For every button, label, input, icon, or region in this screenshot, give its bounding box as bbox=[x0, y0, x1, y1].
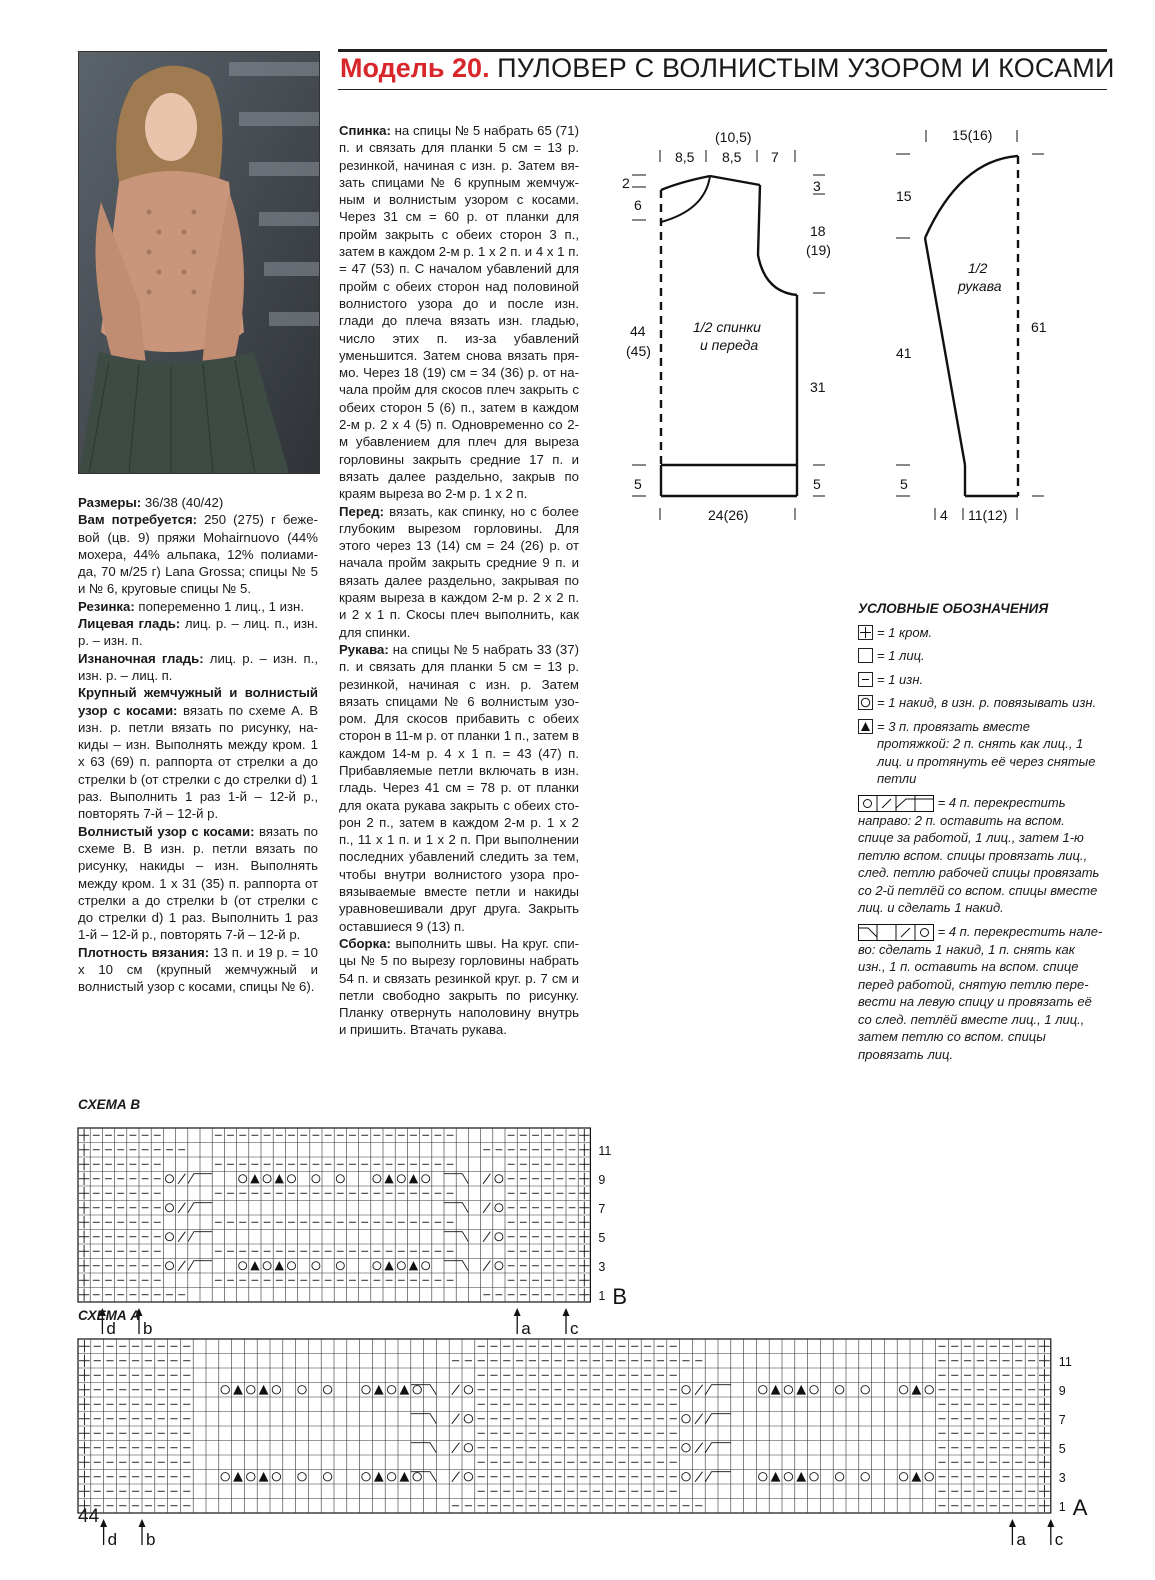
front-paragraph bbox=[339, 503, 579, 641]
legend-cross-right-text: = 4 п. перекрестить направо: 2 п. оставить на вспом. спице за работой, 1 лиц., затем 1-ю петлю вспом. спицы провязать лиц., след. петлю рабочей спицы провязать со 2-й петлёй со вспом. спицы вместе лиц. и сделать 1 накид. bbox=[858, 794, 1100, 916]
stockinette-paragraph bbox=[78, 615, 318, 650]
sleeve-dim-5: 5 bbox=[900, 476, 908, 492]
schema-letter: B bbox=[612, 1284, 628, 1309]
reverse-stockinette-label: Изнаночная гладь: bbox=[78, 650, 204, 666]
dim-w2: 8,5 bbox=[722, 149, 742, 165]
density-text: 13 п. и 19 р. = 10 х 10 см (крупный жемчужный и волнистый узор с косами, спицы № 6). bbox=[78, 944, 319, 995]
model-photo-icon bbox=[79, 52, 319, 473]
dim-bottom: 24(26) bbox=[708, 507, 749, 523]
cross-left-icon bbox=[858, 924, 934, 941]
assembly-text: выполнить швы. На круг. спицы № 5 по вырезу горловины набрать 54 п. и связать резинкой круг. р. 7 см и петли свободно закрыть по рисунку. Планку отвернуть наполовину внутрь и пришить. Втачать рукава. bbox=[339, 935, 579, 1038]
model-photo bbox=[78, 51, 320, 474]
back-text: на спицы № 5 набрать 65 (71) п. и связать для планки 5 см = 13 р. резинкой, начиная с изн. р. Затем вязать спицами № 6 крупным жемчужным и волнистым узором с косами. Через 31 см = 60 р. от планки для пройм закрыть с обеих сторон 3 п., затем в каждом 2-м р. 1 х 2 п. и 4 х 1 п. = 47 (53) п. С началом убавлений для пройм с обеих сторон над половиной волнистого узора до и после изн. глади до плеча вязать изн. гладью, число этих п. из-за убавлений уменьшится. Затем снова вязать прямо. Через 18 (19) см = 34 (36) р. от начала пройм для скосов плеч закрыть с обеих сторон 5 (6) п., затем в каждом 2-м р. 2 х 4 (5) п. Одновременно со 2-м убавлением для плеч для выреза горловины закрыть средние 17 п. и вязать далее раздельно, закрыв по краям выреза во 2-м р. 1 х 2 п. bbox=[339, 123, 579, 502]
legend bbox=[858, 600, 1103, 1063]
wave-pattern-label: Волнистый узор с косами: bbox=[78, 823, 255, 839]
schema-row-number: 7 bbox=[1058, 1412, 1066, 1427]
assembly-paragraph bbox=[339, 935, 579, 1039]
sleeve-paragraph bbox=[339, 641, 579, 935]
assembly-label: Сборка: bbox=[339, 935, 391, 951]
edge-stitch-icon bbox=[858, 625, 873, 640]
schema-row-number: 5 bbox=[598, 1230, 606, 1245]
sleeve-dim-11: 11(12) bbox=[968, 507, 1008, 523]
legend-purl-text: = 1 изн. bbox=[877, 671, 924, 687]
schema-row-number: 7 bbox=[598, 1201, 606, 1216]
column-instructions bbox=[339, 122, 579, 1039]
rib-label: Резинка: bbox=[78, 598, 135, 614]
sizes-label: Размеры: bbox=[78, 495, 142, 510]
dim-right-18: 18 bbox=[810, 223, 826, 239]
schema-arrow-label: b bbox=[143, 1319, 153, 1338]
legend-item-cross-left bbox=[858, 923, 1103, 1064]
materials-label: Вам потребуется: bbox=[78, 512, 198, 528]
pearl-pattern-label: Крупный жемчужный и волнистый узор с косами: bbox=[78, 685, 318, 718]
legend-edge-text: = 1 кром. bbox=[877, 624, 933, 640]
schema-row-number: 1 bbox=[598, 1288, 606, 1303]
schema-letter: A bbox=[1072, 1495, 1088, 1520]
legend-cross-left-text: = 4 п. перекрестить налево: сделать 1 накид, 1 п. снять как изн., 1 п. оставить на вспом. спице перед работой, снятую петлю перевести на левую спицу и провязать её со след. петлёй вместе лиц., 1 лиц., затем петлю со вспом. спицы провязать лиц. bbox=[858, 923, 1103, 1062]
rib-text: попеременно 1 лиц., 1 изн. bbox=[134, 598, 304, 614]
schema-row-number: 1 bbox=[1058, 1499, 1066, 1514]
dim-left-6: 6 bbox=[634, 197, 642, 213]
purl-stitch-icon bbox=[858, 672, 873, 687]
stockinette-text: лиц. р. – лиц. п., изн. р. – изн. п. bbox=[78, 616, 318, 649]
column-materials bbox=[78, 494, 318, 996]
stockinette-label: Лицевая гладь: bbox=[78, 616, 181, 632]
legend-item-cross-right bbox=[858, 794, 1103, 917]
schema-a-title: СХЕМА А bbox=[78, 1308, 141, 1323]
schema-row-number: 9 bbox=[598, 1172, 606, 1187]
schema-b-title: СХЕМА В bbox=[78, 1097, 141, 1112]
pearl-pattern-text: вязать по схеме А. В изн. р. петли вязать по рисунку, накиды – изн. Выполнять между кром. 1 х 63 (69) п. раппорта от стрелки a до стрелки b (от стрелки c до стрелки d) 1 раз. Выполнить 1 раз 1-й – 12-й р., повторять 7-й – 12-й р. bbox=[78, 702, 318, 822]
k3tog-triangle-icon bbox=[858, 719, 873, 734]
sleeve-label-line1: 1/2 bbox=[968, 260, 988, 276]
body-label-line1: 1/2 спинки bbox=[693, 319, 761, 335]
wave-pattern-text: вязать по схеме В. В изн. р. петли вязать по рисунку, накиды – изн. Выполнять между кром. 1 х 31 (35) п. раппорта от стрелки a до стрелки b (от стрелки c до стрелки d) 1 раз. Выполнить 1 раз 1-й – 12-й р., повторять 7-й – 12-й р. bbox=[78, 823, 318, 943]
dim-right-19: (19) bbox=[806, 242, 831, 258]
yarn-over-icon bbox=[858, 695, 873, 710]
legend-knit-text: = 1 лиц. bbox=[877, 648, 925, 663]
sleeve-dim-top: 15(16) bbox=[952, 127, 993, 143]
pearl-pattern-paragraph bbox=[78, 684, 318, 822]
schema-row-number: 5 bbox=[1058, 1441, 1066, 1456]
page-number: 44 bbox=[78, 1506, 100, 1527]
sizes-text: 36/38 (40/42) bbox=[141, 495, 224, 510]
sleeve-text: на спицы № 5 набрать 33 (37) п. и связать для планки 5 см = 13 р. резинкой, начиная с изн. р. Затем вязать спицами № 6 волнистым узором. Для скосов прибавить с обеих сторон в 11-м р. от планки 1 п., затем в каждом 14-м р. 4 х 1 п. = 43 (47) п. Прибавляемые петли включать в изн. гладь. Через 41 см = 78 р. от планки для оката рукава закрыть с обеих сторон 2 п., затем в каждом 2-м р. 1 х 2 п., 11 х 1 п. и 1 х 2 п. При выполнении последних убавлений следить за тем, чтобы внутри волнистого узора провязываемые вместе петли и накиды уравновешивали друг друга. Закрыть оставшиеся 9 (13) п. bbox=[339, 641, 579, 934]
dim-left-44: 44 bbox=[630, 323, 646, 339]
body-label-line2: и переда bbox=[700, 337, 759, 353]
knit-stitch-icon bbox=[858, 648, 873, 663]
reverse-stockinette-paragraph bbox=[78, 650, 318, 685]
dim-right-5: 5 bbox=[813, 476, 821, 492]
legend-item-purl bbox=[858, 671, 1103, 689]
schema-arrow-label: b bbox=[146, 1530, 156, 1549]
sizes-paragraph bbox=[78, 494, 318, 511]
schema-row-number: 11 bbox=[1058, 1354, 1072, 1369]
dim-right-31: 31 bbox=[810, 379, 826, 395]
dim-left-45: (45) bbox=[626, 343, 651, 359]
dim-w1: 8,5 bbox=[675, 149, 695, 165]
title-bottom-rule bbox=[338, 89, 1107, 90]
wave-pattern-paragraph bbox=[78, 823, 318, 944]
model-number: Модель 20. bbox=[340, 53, 490, 83]
title-top-rule bbox=[338, 49, 1107, 52]
dim-top: (10,5) bbox=[715, 129, 752, 145]
legend-item-knit bbox=[858, 647, 1103, 665]
sleeve-dim-61: 61 bbox=[1031, 319, 1047, 335]
front-text: вязать, как спинку, но с более глубоким вырезом горловины. Для этого через 13 (14) см = 24 (26) р. от начала пройм закрыть средние 9 п. и вязать далее раздельно, закрывая по краям выреза в каждом 2-м р. 2 х 2 п. и 2 х 1 п. Скосы плеч выполнить, как для спинки. bbox=[339, 503, 579, 640]
schema-row-number: 3 bbox=[1058, 1470, 1066, 1485]
reverse-stockinette-text: лиц. р. – изн. п., изн. р. – лиц. п. bbox=[78, 650, 318, 683]
schema-arrow-label: a bbox=[521, 1319, 531, 1338]
sleeve-dim-4: 4 bbox=[940, 507, 948, 523]
schema-arrow-label: d bbox=[107, 1530, 118, 1549]
density-paragraph bbox=[78, 944, 318, 996]
legend-item-edge bbox=[858, 624, 1103, 642]
legend-yo-text: = 1 накид, в изн. р. повязывать изн. bbox=[877, 695, 1097, 710]
materials-paragraph bbox=[78, 511, 318, 597]
schema-arrow-label: c bbox=[570, 1319, 579, 1338]
cross-right-icon bbox=[858, 795, 934, 812]
dim-left-5: 5 bbox=[634, 476, 642, 492]
rib-paragraph bbox=[78, 598, 318, 615]
dim-right-3: 3 bbox=[813, 178, 821, 194]
schema-row-number: 11 bbox=[598, 1143, 612, 1158]
schema-arrow-label: a bbox=[1016, 1530, 1026, 1549]
back-label: Спинка: bbox=[339, 123, 391, 138]
body-pattern-diagram bbox=[610, 120, 850, 530]
sleeve-label: Рукава: bbox=[339, 641, 389, 657]
front-label: Перед: bbox=[339, 503, 384, 519]
legend-title: УСЛОВНЫЕ ОБОЗНАЧЕНИЯ bbox=[858, 601, 1049, 616]
sleeve-dim-15: 15 bbox=[896, 188, 912, 204]
schema-row-number: 3 bbox=[598, 1259, 606, 1274]
dim-w3: 7 bbox=[771, 149, 779, 165]
legend-item-yo bbox=[858, 694, 1103, 712]
legend-k3tog-text: = 3 п. провязать вместе протяжкой: 2 п. снять как лиц., 1 лиц. и протянуть её через снятые петли bbox=[877, 718, 1096, 786]
sleeve-label-line2: рукава bbox=[958, 278, 1002, 294]
back-paragraph bbox=[339, 122, 579, 503]
schema-arrow-label: c bbox=[1054, 1530, 1064, 1549]
sleeve-dim-41: 41 bbox=[896, 345, 912, 361]
page-title bbox=[340, 53, 1120, 84]
schema-arrow-label: d bbox=[106, 1319, 116, 1338]
dim-left-2: 2 bbox=[622, 175, 630, 191]
schema-row-number: 9 bbox=[1058, 1383, 1066, 1398]
sleeve-pattern-diagram bbox=[880, 120, 1060, 530]
model-name: ПУЛОВЕР С ВОЛНИСТЫМ УЗОРОМ И КОСАМИ bbox=[497, 53, 1115, 83]
density-label: Плотность вязания: bbox=[78, 944, 210, 960]
materials-text: 250 (275) г бежевой (цв. 9) пряжи Mohairnuovo (44% мохера, 44% альпака, 12% полиамида, 70 м/25 г) Lana Grossa; спицы № 5 и № 6, круговые спицы № 5. bbox=[78, 512, 318, 597]
legend-item-k3tog bbox=[858, 718, 1103, 788]
